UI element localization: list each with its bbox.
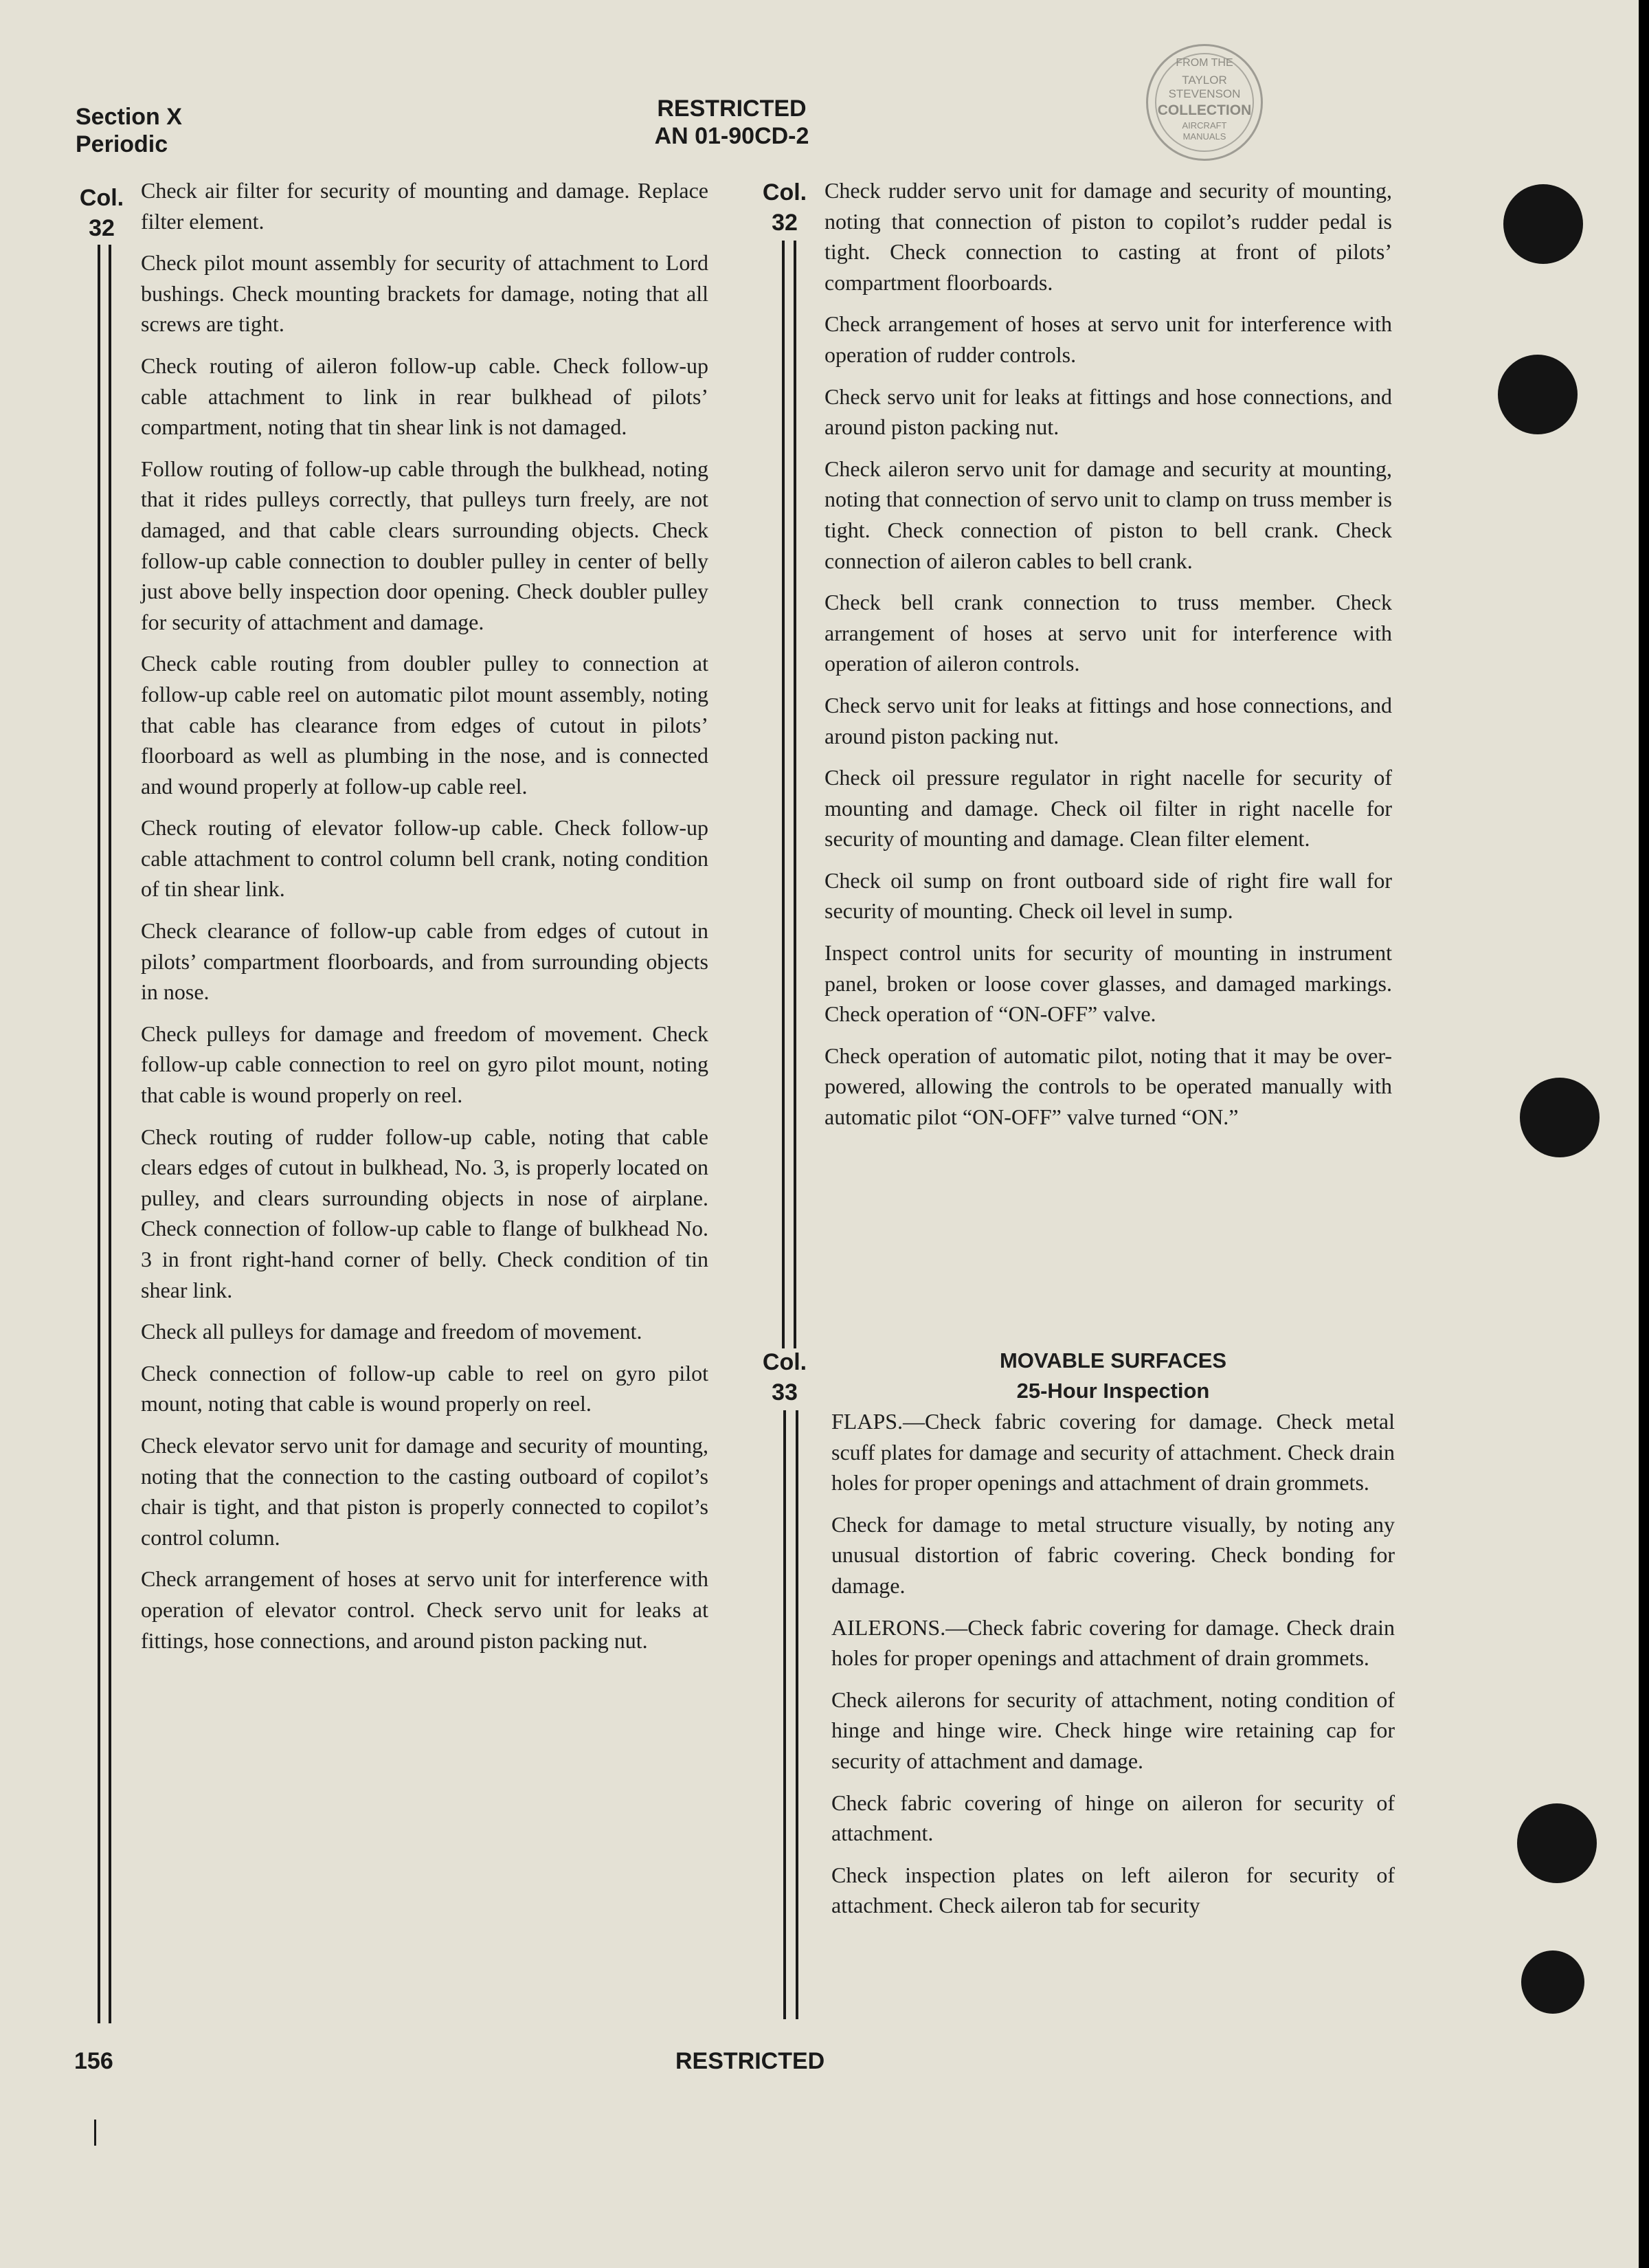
change-bar — [782, 241, 785, 1348]
paragraph: Check servo unit for leaks at fittings and hose connections, and around piston packing nut. — [824, 383, 1392, 440]
document-number: AN 01-90CD-2 — [654, 123, 809, 149]
paragraph: Check oil sump on front outboard side of right fire wall for security of mounting. Check oil level in sump. — [824, 867, 1392, 924]
paragraph: FLAPS.—Check fabric covering for damage. Check metal scuff plates for damage and security of attachment. Check drain holes for proper openings and attachment of drain grommets. — [831, 1409, 1395, 1496]
paragraph: Check routing of aileron follow-up cable. Check follow-up cable attachment to link in rear bulkhead of pilots’ compartment, noting that tin shear link is not damaged. — [141, 353, 708, 440]
paragraph: Check operation of automatic pilot, noting that it may be over-powered, allowing the controls to be operated manually with automatic pilot “ON-OFF” valve turned “ON.” — [824, 1043, 1392, 1130]
margin-mark-col-32-right — [756, 177, 814, 238]
footer-restricted: RESTRICTED — [675, 2048, 825, 2074]
change-bar — [796, 1410, 798, 2019]
binder-hole — [1517, 1803, 1597, 1883]
section-subheading: 25-Hour Inspection — [1016, 1379, 1210, 1403]
section-heading: MOVABLE SURFACES — [999, 1348, 1227, 1372]
paragraph: Check all pulleys for damage and freedom of movement. — [141, 1319, 642, 1344]
right-column — [824, 175, 1392, 1144]
paragraph: Check cable routing from doubler pulley to connection at follow-up cable reel on automatic pilot mount assembly, noting that cable has clearance from edges of cutout in pilots’ floorboard as well as plumbing in the nose, and is connected and wound properly at follow-up cable reel. — [141, 651, 708, 799]
change-bar — [783, 1410, 786, 2019]
paragraph: Check ailerons for security of attachment, noting condition of hinge and hinge wire. Check hinge wire retaining cap for security of attachment and damage. — [831, 1687, 1395, 1773]
section-label — [76, 103, 182, 158]
col-label: Col. — [762, 1349, 807, 1375]
stamp-line-3: STEVENSON — [1168, 87, 1241, 100]
margin-mark-col-33 — [756, 1347, 814, 1408]
paragraph: Follow routing of follow-up cable through the bulkhead, noting that it rides pulleys correctly, that pulleys turn freely, are not damaged, and that cable clears surrounding objects. Check follow-up cable connection to doubler pulley in center of belly just above belly inspection door opening. Check doubler pulley for security of attachment and damage. — [141, 456, 708, 634]
header-restricted: RESTRICTED — [657, 96, 807, 122]
paragraph: Inspect control units for security of mounting in instrument panel, broken or loose cover glasses, and damaged markings. Check operation of “ON-OFF” valve. — [824, 940, 1392, 1027]
margin-mark-col-32-left — [74, 183, 129, 243]
paragraph: Check arrangement of hoses at servo unit for interference with operation of elevator control. Check servo unit for leaks at fittings, hose connections, and around piston packing nut. — [141, 1566, 708, 1653]
binder-hole — [1498, 355, 1578, 434]
paragraph: Check pilot mount assembly for security of attachment to Lord bushings. Check mounting brackets for damage, noting that all screws are tight. — [141, 250, 708, 337]
collection-stamp — [1146, 44, 1263, 161]
col-number: 32 — [89, 215, 115, 241]
binder-hole — [1521, 1950, 1584, 2014]
paragraph: Check air filter for security of mounting and damage. Replace filter element. — [141, 178, 708, 234]
col-label: Col. — [79, 185, 124, 211]
paragraph: Check elevator servo unit for damage and security of mounting, noting that the connection to the casting outboard of copilot’s chair is tight, and that piston is properly connected to copilot’s control column. — [141, 1432, 708, 1550]
change-bar — [98, 245, 100, 2023]
page-number: 156 — [74, 2048, 113, 2074]
binder-hole — [1503, 184, 1583, 264]
binder-hole — [1520, 1078, 1600, 1157]
change-bar — [794, 241, 796, 1348]
paragraph: Check routing of rudder follow-up cable, noting that cable clears edges of cutout in bulkhead, No. 3, is properly located on pulley, and clears surrounding objects in nose of airplane. Check connection of follow-up cable to flange of bulkhead No. 3 in front right-hand corner of belly. Check condition of tin shear link. — [141, 1124, 708, 1302]
col-label: Col. — [762, 179, 807, 205]
header-center — [570, 95, 893, 150]
paragraph: Check pulleys for damage and freedom of movement. Check follow-up cable connection to reel on gyro pilot mount, noting that cable is wound properly on reel. — [141, 1021, 708, 1108]
paragraph: Check routing of elevator follow-up cable. Check follow-up cable attachment to control column bell crank, noting condition of tin shear link. — [141, 815, 708, 902]
change-bar — [109, 245, 111, 2023]
paragraph: Check arrangement of hoses at servo unit for interference with operation of rudder controls. — [824, 311, 1392, 367]
stamp-line-6: MANUALS — [1182, 131, 1226, 142]
paragraph: Check rudder servo unit for damage and security of mounting, noting that connection of piston to copilot’s rudder pedal is tight. Check connection to casting at front of pilots’ compartment floorboards. — [824, 178, 1392, 295]
footer-tick — [94, 2120, 96, 2146]
section-subtitle: Periodic — [76, 131, 168, 157]
paragraph: Check bell crank connection to truss member. Check arrangement of hoses at servo unit for interference with operation of aileron controls. — [824, 590, 1392, 676]
stamp-line-2: TAYLOR — [1182, 74, 1227, 87]
paragraph: Check fabric covering of hinge on aileron for security of attachment. — [831, 1790, 1395, 1846]
stamp-line-1: FROM THE — [1176, 57, 1233, 69]
stamp-line-5: AIRCRAFT — [1182, 120, 1227, 131]
paragraph: Check aileron servo unit for damage and security at mounting, noting that connection of servo unit to clamp on truss member is tight. Check connection of piston to bell crank. Check connection of aileron cables to bell crank. — [824, 456, 1392, 573]
col-number: 33 — [772, 1379, 798, 1405]
movable-surfaces-section — [831, 1346, 1395, 1932]
stamp-line-4: COLLECTION — [1157, 102, 1252, 118]
left-column — [141, 175, 708, 1667]
paragraph: Check inspection plates on left aileron for security of attachment. Check aileron tab for security — [831, 1862, 1395, 1918]
paragraph: Check oil pressure regulator in right nacelle for security of mounting and damage. Check oil filter in right nacelle for security of mounting and damage. Clean filter element. — [824, 765, 1392, 852]
paragraph: Check servo unit for leaks at fittings and hose connections, and around piston packing nut. — [824, 692, 1392, 748]
paragraph: Check for damage to metal structure visually, by noting any unusual distortion of fabric covering. Check bonding for damage. — [831, 1511, 1395, 1598]
section-title: Section X — [76, 104, 182, 130]
paragraph: AILERONS.—Check fabric covering for damage. Check drain holes for proper openings and attachment of drain grommets. — [831, 1614, 1395, 1671]
paragraph: Check connection of follow-up cable to reel on gyro pilot mount, noting that cable is wound properly on reel. — [141, 1360, 708, 1416]
col-number: 32 — [772, 210, 798, 236]
paragraph: Check clearance of follow-up cable from edges of cutout in pilots’ compartment floorboards, and from surrounding objects in nose. — [141, 918, 708, 1005]
